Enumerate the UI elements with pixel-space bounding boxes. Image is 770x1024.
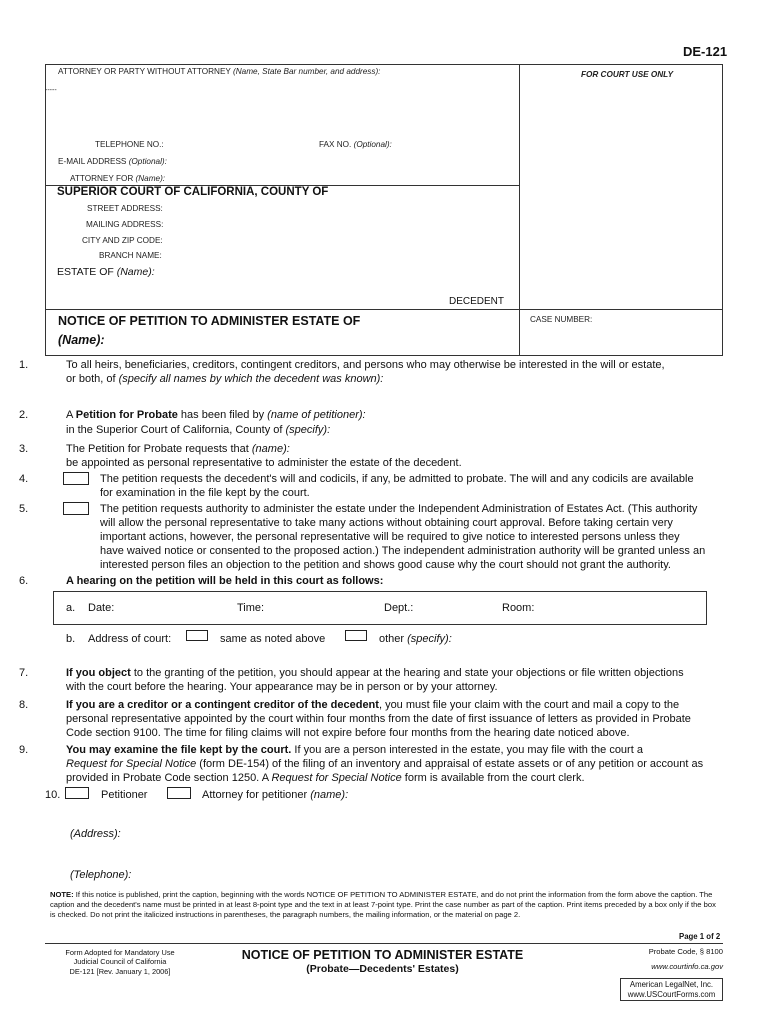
note-text: If this notice is published, print the caption, beginning with the words NOTICE OF PETITION TO ADMINISTER ESTATE, and do not print the information from the form above the caption. The caption and the decedent's name must be printed in at least 8-point type and the text in at least 7-point type. Print the case number as part of the caption. Print items preceded by a box only if the box is checked. Do not print the italicized instructions in parentheses, the paragraph numbers, the mailing information, or the material on page 2. bbox=[50, 890, 716, 920]
item-4-number: 4. bbox=[19, 473, 29, 485]
header-right-border bbox=[722, 64, 723, 356]
form-adopted-line3: DE-121 [Rev. January 1, 2006] bbox=[69, 966, 171, 976]
item-8-number: 8. bbox=[19, 699, 29, 711]
courtinfo-website: www.courtinfo.ca.gov bbox=[651, 962, 723, 971]
legalnet-box bbox=[620, 978, 723, 1001]
attorney-for-petitioner-row bbox=[202, 788, 348, 802]
other-address-label: other bbox=[379, 633, 405, 645]
item-8-bold: If you are a creditor or a contingent creditor of the decedent bbox=[66, 699, 379, 711]
item-9-text3b: form is available from the court clerk. bbox=[404, 772, 585, 784]
decedent-label: DECEDENT bbox=[449, 296, 505, 307]
item-7-bold: If you object bbox=[66, 667, 131, 679]
form-id: DE-121 bbox=[683, 44, 728, 59]
fax-label: FAX NO. bbox=[319, 140, 352, 149]
telephone-field-label: (Telephone): bbox=[70, 869, 132, 881]
item-3-line1 bbox=[66, 442, 290, 456]
item-7-line1 bbox=[66, 666, 684, 680]
attorney-for-note: (Name): bbox=[135, 174, 166, 183]
form-adopted-block bbox=[45, 948, 195, 976]
footer-rule bbox=[45, 943, 723, 944]
item-3-line2: be appointed as personal representative to administer the estate of the decedent. bbox=[66, 457, 462, 469]
header-bottom-border bbox=[45, 355, 723, 356]
item-7-line2: with the court before the hearing. Your appearance may be in person or by your attorney. bbox=[66, 681, 498, 693]
court-address-label: Address of court: bbox=[88, 633, 172, 645]
item-4-line1: The petition requests the decedent's will and codicils, if any, be admitted to probate. The will and any codicils are available bbox=[100, 473, 694, 485]
item-9-text2: (form DE-154) of the filing of an inventory and appraisal of estate assets or of any petition or account as bbox=[199, 758, 704, 770]
item-3-a: The Petition for Probate requests that bbox=[66, 443, 249, 455]
item-6b-letter: b. bbox=[66, 633, 76, 645]
item-5-number: 5. bbox=[19, 503, 29, 515]
attorney-label: ATTORNEY OR PARTY WITHOUT ATTORNEY bbox=[58, 67, 231, 76]
item-5-checkbox[interactable] bbox=[63, 502, 89, 515]
item-5-line3: important actions, however, the personal representative will be required to give notice to interested persons unless they bbox=[100, 531, 680, 543]
fax-label-row bbox=[319, 140, 392, 149]
header-left-border bbox=[45, 64, 46, 356]
item-9-bold: You may examine the file kept by the court. bbox=[66, 744, 292, 756]
attorney-label-row bbox=[58, 67, 380, 76]
hearing-date-label: Date: bbox=[88, 602, 115, 614]
branch-name-label: BRANCH NAME: bbox=[99, 251, 162, 260]
note-block bbox=[50, 890, 722, 921]
petitioner-checkbox[interactable] bbox=[65, 787, 89, 799]
footer-title: NOTICE OF PETITION TO ADMINISTER ESTATE bbox=[241, 948, 524, 962]
attorney-for-petitioner-italic: (name): bbox=[310, 789, 349, 801]
email-note: (Optional): bbox=[128, 157, 167, 166]
attorney-for-petitioner-label: Attorney for petitioner bbox=[202, 789, 308, 801]
same-as-above-checkbox[interactable] bbox=[186, 630, 208, 641]
item-2-italic: (name of petitioner): bbox=[267, 409, 366, 421]
court-use-divider bbox=[519, 64, 520, 356]
item-1-italic: (specify all names by which the decedent was known): bbox=[118, 373, 384, 385]
item-8-text: , you must file your claim with the court and mail a copy to the bbox=[378, 699, 680, 711]
item-10-number: 10. bbox=[45, 789, 61, 801]
legalnet-name: American LegalNet, Inc. bbox=[629, 980, 714, 989]
hearing-room-label: Room: bbox=[502, 602, 535, 614]
item-8-line2: personal representative appointed by the court within four months from the date of first issuance of letters as provided in Probate bbox=[66, 713, 691, 725]
item-1-number: 1. bbox=[19, 359, 29, 371]
item-2-number: 2. bbox=[19, 409, 29, 421]
same-as-above-label: same as noted above bbox=[220, 633, 326, 645]
form-adopted-line2: Judicial Council of California bbox=[73, 957, 167, 967]
header-top-border bbox=[45, 64, 723, 65]
item-4-line2: for examination in the file kept by the court. bbox=[100, 487, 310, 499]
mailing-address-label: MAILING ADDRESS: bbox=[86, 220, 164, 229]
telephone-label: TELEPHONE NO.: bbox=[95, 140, 164, 149]
item-7-text: to the granting of the petition, you should appear at the hearing and state your objections or file written objections bbox=[133, 667, 684, 679]
item-6a-letter: a. bbox=[66, 602, 76, 614]
email-label-row bbox=[58, 157, 167, 166]
item-2-line2 bbox=[66, 423, 330, 437]
page-number: Page 1 of 2 bbox=[679, 932, 721, 941]
item-9-line2 bbox=[66, 757, 703, 771]
item-1-text: or both, of bbox=[66, 373, 116, 385]
hearing-time-label: Time: bbox=[237, 602, 265, 614]
attorney-for-row bbox=[70, 174, 165, 183]
item-8-line3: Code section 9100. The time for filing claims will not expire before four months from the hearing date noticed above. bbox=[66, 727, 630, 739]
form-adopted-line1: Form Adopted for Mandatory Use bbox=[65, 948, 175, 957]
caption-divider bbox=[45, 309, 723, 310]
item-1-line2 bbox=[66, 372, 383, 386]
item-9-italic1: Request for Special Notice bbox=[66, 758, 197, 770]
item-9-italic2: Request for Special Notice bbox=[271, 772, 402, 784]
item-9-line3 bbox=[66, 771, 585, 785]
email-label: E-MAIL ADDRESS bbox=[58, 157, 127, 166]
item-9-line1 bbox=[66, 743, 643, 757]
hearing-dept-label: Dept.: bbox=[384, 602, 414, 614]
item-2-county: in the Superior Court of California, County of bbox=[66, 424, 283, 436]
case-number-label: CASE NUMBER: bbox=[530, 315, 593, 324]
hearing-box bbox=[53, 591, 707, 625]
item-3-number: 3. bbox=[19, 443, 29, 455]
item-2-bold: Petition for Probate bbox=[75, 409, 178, 421]
street-address-label: STREET ADDRESS: bbox=[87, 204, 163, 213]
notice-title: NOTICE OF PETITION TO ADMINISTER ESTATE OF bbox=[58, 314, 361, 328]
fax-note: (Optional): bbox=[353, 140, 392, 149]
item-4-checkbox[interactable] bbox=[63, 472, 89, 485]
item-2-line1 bbox=[66, 408, 366, 422]
item-9-number: 9. bbox=[19, 744, 29, 756]
court-use-only: FOR COURT USE ONLY bbox=[581, 70, 674, 79]
legalnet-website[interactable]: www.USCourtForms.com bbox=[627, 990, 716, 999]
item-6-heading: A hearing on the petition will be held in this court as follows: bbox=[66, 575, 384, 587]
item-2-county-italic: (specify): bbox=[285, 424, 331, 436]
item-9-text: If you are a person interested in the estate, you may file with the court a bbox=[294, 744, 643, 756]
item-9-text3a: provided in Probate Code section 1250. A bbox=[66, 772, 269, 784]
other-address-italic: (specify): bbox=[407, 633, 452, 645]
estate-of-row bbox=[57, 266, 155, 278]
item-5-line4: have waived notice or consented to the proposed action.) The independent administration authority will be granted unless an bbox=[100, 545, 706, 557]
item-3-italic: (name): bbox=[251, 443, 290, 455]
address-label: (Address): bbox=[70, 828, 121, 840]
item-7-number: 7. bbox=[19, 667, 29, 679]
item-5-line1: The petition requests authority to administer the estate under the Independent Administration of Estates Act. (This authority bbox=[100, 503, 698, 515]
other-address-checkbox[interactable] bbox=[345, 630, 367, 641]
attorney-dash: ----- bbox=[45, 87, 57, 94]
estate-of-label: ESTATE OF bbox=[57, 266, 114, 278]
item-5-line2: will allow the personal representative to take many actions without obtaining court approval. Before taking certain very bbox=[100, 517, 673, 529]
item-2-a: A bbox=[66, 409, 73, 421]
item-5-line5: interested person files an objection to the petition and shows good cause why the court should not grant the authority. bbox=[100, 559, 671, 571]
court-title: SUPERIOR COURT OF CALIFORNIA, COUNTY OF bbox=[57, 186, 329, 198]
probate-code: Probate Code, § 8100 bbox=[648, 947, 723, 956]
item-2-b: has been filed by bbox=[180, 409, 265, 421]
item-8-line1 bbox=[66, 698, 679, 712]
note-label: NOTE: bbox=[50, 890, 74, 899]
petitioner-label: Petitioner bbox=[101, 789, 148, 801]
attorney-checkbox[interactable] bbox=[167, 787, 191, 799]
item-6-number: 6. bbox=[19, 575, 29, 587]
notice-name: (Name): bbox=[58, 333, 105, 347]
footer-subtitle: (Probate—Decedents' Estates) bbox=[306, 963, 459, 975]
attorney-label-note: (Name, State Bar number, and address): bbox=[233, 67, 381, 76]
other-address-row bbox=[379, 632, 452, 646]
attorney-for-label: ATTORNEY FOR bbox=[70, 174, 134, 183]
city-zip-label: CITY AND ZIP CODE: bbox=[82, 236, 163, 245]
estate-of-note: (Name): bbox=[116, 266, 155, 278]
item-1-line1: To all heirs, beneficiaries, creditors, contingent creditors, and persons who may otherwise be interested in the will or estate, bbox=[66, 359, 665, 371]
